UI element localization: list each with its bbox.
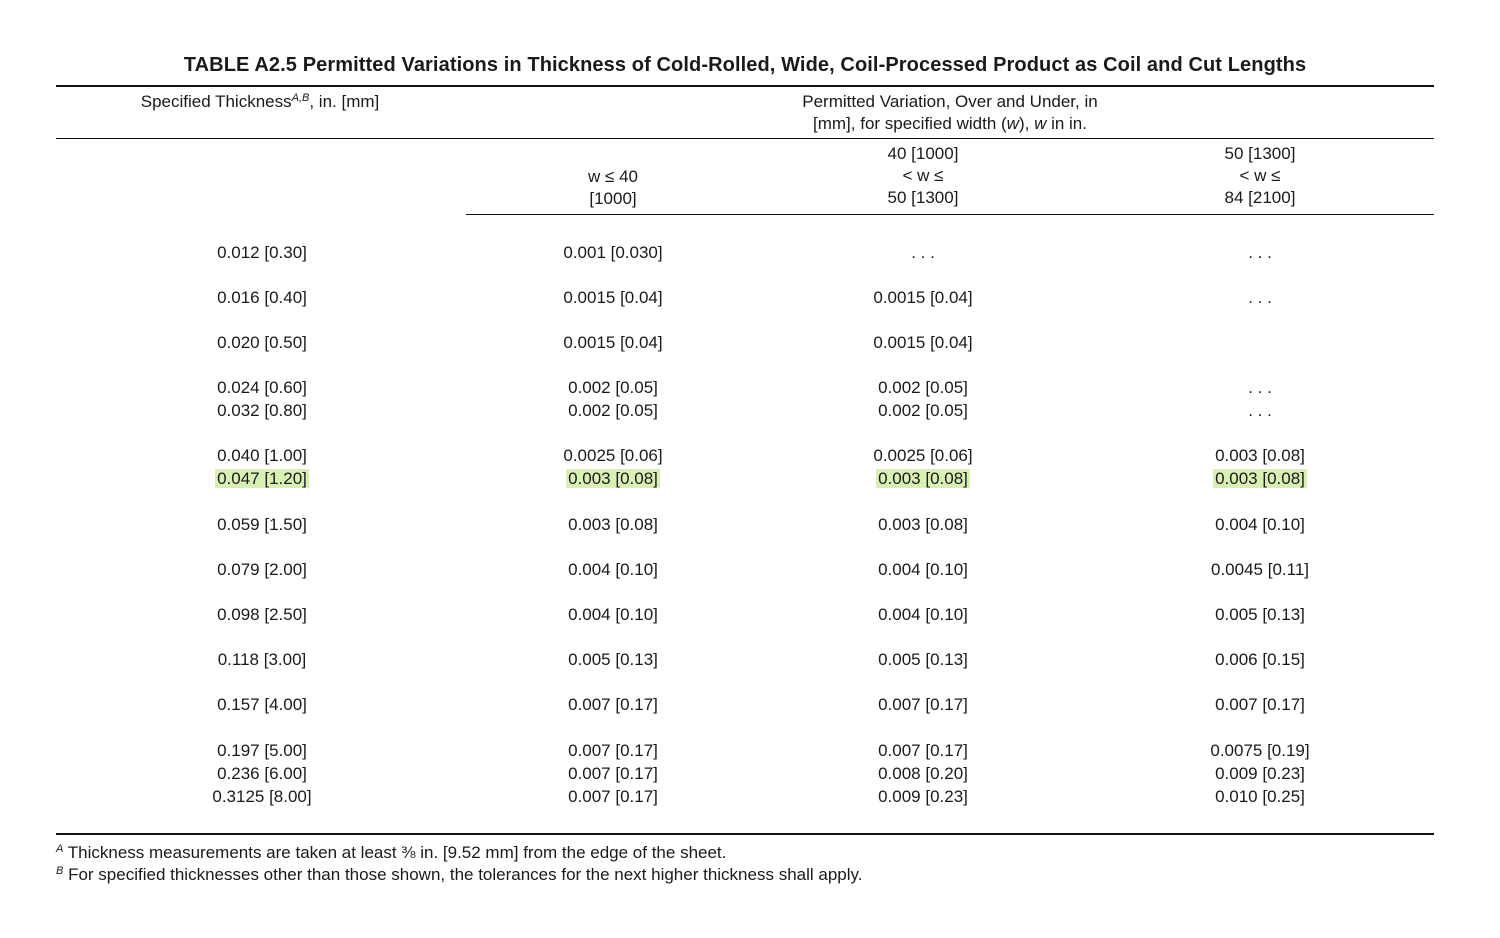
thickness-cell (152, 786, 372, 808)
thickness-cell (152, 468, 372, 490)
footnote-a: $^A$ Thickness measurements are taken at least ⅜ in. [9.52 mm] from the edge of the sheet. (56, 843, 727, 862)
variation-cell (503, 242, 723, 264)
variation-cell (503, 694, 723, 716)
thickness-cell (152, 332, 372, 354)
variation-cell (503, 445, 723, 467)
cell-value: 0.010 [0.25] (1215, 787, 1305, 806)
thickness-cell (152, 445, 372, 467)
cell-value: . . . (1248, 378, 1272, 397)
variation-cell (813, 514, 1033, 536)
thickness-cell (152, 740, 372, 762)
cell-value: . . . (911, 243, 935, 262)
cell-value: 0.0015 [0.04] (563, 288, 663, 307)
cell-value: 0.009 [0.23] (878, 787, 968, 806)
variation-cell (813, 400, 1033, 422)
variation-cell (813, 468, 1033, 490)
variation-cell (1150, 559, 1370, 581)
variation-cell (813, 445, 1033, 467)
variation-cell (1150, 287, 1370, 309)
cell-value: 0.003 [0.08] (1215, 469, 1305, 488)
cell-value: 0.157 [4.00] (217, 695, 307, 714)
variation-cell (813, 786, 1033, 808)
thickness-cell (152, 559, 372, 581)
thickness-cell (152, 514, 372, 536)
cell-value: 0.040 [1.00] (217, 446, 307, 465)
width-col1-header: w ≤ 40 [1000] (588, 167, 638, 208)
cell-value: 0.003 [0.08] (1215, 446, 1305, 465)
variation-cell (813, 377, 1033, 399)
cell-value: 0.003 [0.08] (878, 469, 968, 488)
cell-value: 0.007 [0.17] (568, 695, 658, 714)
bottom-rule (56, 833, 1434, 835)
cell-value: 0.002 [0.05] (878, 378, 968, 397)
cell-value: 0.0075 [0.19] (1210, 741, 1310, 760)
header-rule (56, 138, 1434, 139)
cell-value: 0.002 [0.05] (878, 401, 968, 420)
variation-cell (503, 740, 723, 762)
variation-cell (813, 559, 1033, 581)
cell-value: 0.007 [0.17] (568, 741, 658, 760)
variation-cell (1150, 468, 1370, 490)
cell-value: 0.3125 [8.00] (212, 787, 312, 806)
cell-value: 0.007 [0.17] (878, 741, 968, 760)
cell-value: 0.007 [0.17] (878, 695, 968, 714)
thickness-cell (152, 649, 372, 671)
cell-value: 0.007 [0.17] (1215, 695, 1305, 714)
cell-value: 0.059 [1.50] (217, 515, 307, 534)
cell-value: 0.236 [6.00] (217, 764, 307, 783)
cell-value: 0.003 [0.08] (568, 469, 658, 488)
variation-cell (1150, 377, 1370, 399)
cell-value: 0.0015 [0.04] (873, 333, 973, 352)
cell-value: 0.047 [1.20] (217, 469, 307, 488)
cell-value: 0.012 [0.30] (217, 243, 307, 262)
variation-cell (1150, 445, 1370, 467)
variation-cell (1150, 763, 1370, 785)
variation-cell (813, 740, 1033, 762)
cell-value: 0.005 [0.13] (1215, 605, 1305, 624)
cell-value: 0.006 [0.15] (1215, 650, 1305, 669)
cell-value: 0.0025 [0.06] (873, 446, 973, 465)
variation-cell (503, 604, 723, 626)
thickness-cell (152, 763, 372, 785)
cell-value: 0.004 [0.10] (568, 605, 658, 624)
cell-value: 0.009 [0.23] (1215, 764, 1305, 783)
cell-value: 0.005 [0.13] (568, 650, 658, 669)
cell-value: 0.0045 [0.11] (1211, 560, 1309, 579)
variation-cell (1150, 649, 1370, 671)
cell-value: 0.001 [0.030] (563, 243, 663, 262)
variation-cell (813, 694, 1033, 716)
cell-value: 0.197 [5.00] (217, 741, 307, 760)
cell-value: . . . (1248, 401, 1272, 420)
thickness-cell (152, 604, 372, 626)
cell-value: 0.004 [0.10] (878, 605, 968, 624)
cell-value: . . . (1248, 243, 1272, 262)
cell-value: 0.004 [0.10] (878, 560, 968, 579)
variation-cell (1150, 400, 1370, 422)
cell-value: 0.020 [0.50] (217, 333, 307, 352)
cell-value: 0.024 [0.60] (217, 378, 307, 397)
cell-value: 0.098 [2.50] (217, 605, 307, 624)
cell-value: 0.003 [0.08] (878, 515, 968, 534)
cell-value: 0.016 [0.40] (217, 288, 307, 307)
cell-value: 0.002 [0.05] (568, 401, 658, 420)
variation-cell (813, 332, 1033, 354)
cell-value: 0.0025 [0.06] (563, 446, 663, 465)
variation-cell (503, 786, 723, 808)
variation-cell (503, 468, 723, 490)
variation-cell (503, 763, 723, 785)
thickness-cell (152, 694, 372, 716)
thickness-cell (152, 287, 372, 309)
variation-column-header: Permitted Variation, Over and Under, in [mm], for specified width (w), w in in. (802, 92, 1098, 133)
cell-value: 0.008 [0.20] (878, 764, 968, 783)
variation-cell (503, 377, 723, 399)
thickness-cell (152, 242, 372, 264)
cell-value: 0.005 [0.13] (878, 650, 968, 669)
cell-value: . . . (1248, 288, 1272, 307)
subheader-rule (466, 214, 1434, 215)
variation-cell (503, 400, 723, 422)
variation-cell (1150, 604, 1370, 626)
width-col2-header: 40 [1000] < w ≤ 50 [1300] (887, 144, 959, 207)
variation-cell (813, 604, 1033, 626)
variation-cell (1150, 786, 1370, 808)
variation-cell (503, 559, 723, 581)
variation-cell (1150, 242, 1370, 264)
variation-cell (813, 649, 1033, 671)
cell-value: 0.004 [0.10] (1215, 515, 1305, 534)
variation-cell (813, 287, 1033, 309)
width-col3-header: 50 [1300] < w ≤ 84 [2100] (1224, 144, 1296, 207)
cell-value: 0.004 [0.10] (568, 560, 658, 579)
cell-value: 0.007 [0.17] (568, 787, 658, 806)
variation-cell (503, 287, 723, 309)
cell-value: 0.0015 [0.04] (873, 288, 973, 307)
variation-cell (1150, 694, 1370, 716)
variation-cell (813, 763, 1033, 785)
variation-cell (503, 649, 723, 671)
cell-value: 0.002 [0.05] (568, 378, 658, 397)
cell-value: 0.007 [0.17] (568, 764, 658, 783)
thickness-cell (152, 400, 372, 422)
variation-cell (813, 242, 1033, 264)
thickness-column-header: Specified Thickness$^{A,B}$, in. [mm] (140, 92, 380, 111)
cell-value: 0.118 [3.00] (217, 650, 307, 669)
variation-cell (503, 514, 723, 536)
variation-cell (1150, 514, 1370, 536)
footnote-b: $^B$ For specified thicknesses other than those shown, the tolerances for the next higher thickness shall apply. (56, 865, 863, 884)
table-title: TABLE A2.5 Permitted Variations in Thickness of Cold-Rolled, Wide, Coil-Processed Product as Coil and Cut Lengths (183, 54, 1307, 76)
cell-value: 0.032 [0.80] (217, 401, 307, 420)
top-rule (56, 85, 1434, 87)
cell-value: 0.003 [0.08] (568, 515, 658, 534)
cell-value: 0.079 [2.00] (217, 560, 307, 579)
variation-cell (1150, 740, 1370, 762)
thickness-cell (152, 377, 372, 399)
variation-cell (503, 332, 723, 354)
cell-value: 0.0015 [0.04] (563, 333, 663, 352)
